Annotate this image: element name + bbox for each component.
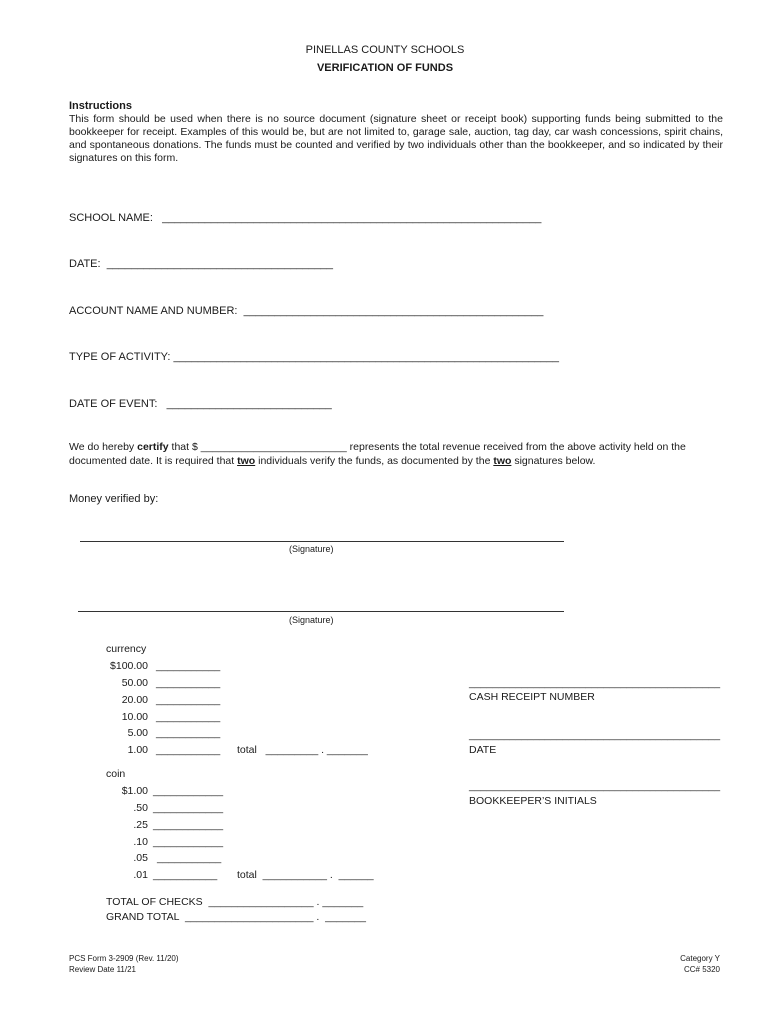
money-verified-label: Money verified by:: [69, 493, 159, 505]
coin-denom: .01: [133, 869, 148, 881]
coin-total-field[interactable]: total ___________ . ______: [237, 869, 374, 881]
certification-statement: We do hereby certify that $ _________________________ represents the total revenue received from the above activity held on the documented date. It is required that two individuals verify the funds, as documented by the two signatures below.: [69, 441, 686, 467]
currency-amount-blank[interactable]: ___________: [156, 727, 221, 739]
bookkeeper-initials-line[interactable]: ___________________________________________: [469, 780, 721, 792]
right-date-line[interactable]: ___________________________________________: [469, 729, 721, 741]
coin-denom: .25: [133, 819, 148, 831]
coin-denom: .10: [133, 836, 148, 848]
coin-denom: .05: [133, 852, 148, 864]
receipt-number-line[interactable]: ___________________________________________: [469, 677, 721, 689]
bookkeeper-initials-label: BOOKKEEPER’S INITIALS: [469, 795, 597, 807]
account-field[interactable]: ACCOUNT NAME AND NUMBER: _________________________________________________: [69, 305, 544, 317]
activity-type-field[interactable]: TYPE OF ACTIVITY: _______________________________________________________________: [69, 351, 559, 363]
coin-amount-blank[interactable]: ___________: [157, 852, 222, 864]
currency-denom: 5.00: [127, 727, 148, 739]
review-date: Review Date 11/21: [69, 965, 136, 974]
form-title: VERIFICATION OF FUNDS: [316, 62, 454, 74]
coin-amount-blank[interactable]: ____________: [153, 802, 224, 814]
coin-amount-blank[interactable]: ____________: [153, 836, 224, 848]
signature-line-2[interactable]: [78, 611, 564, 612]
right-date-label: DATE: [469, 744, 497, 756]
coin-denom: .50: [133, 802, 148, 814]
instructions-heading: Instructions: [69, 100, 132, 112]
currency-amount-blank[interactable]: ___________: [156, 744, 221, 756]
currency-denom: 20.00: [121, 694, 148, 706]
currency-amount-blank[interactable]: ___________: [156, 677, 221, 689]
form-number: PCS Form 3-2909 (Rev. 11/20): [69, 954, 179, 963]
currency-denom: 50.00: [121, 677, 148, 689]
coin-amount-blank[interactable]: ___________: [153, 869, 218, 881]
category-label: Category Y: [680, 954, 720, 963]
coin-amount-blank[interactable]: ____________: [153, 785, 224, 797]
currency-label: currency: [106, 643, 147, 655]
total-checks-field[interactable]: TOTAL OF CHECKS __________________ . _______: [106, 896, 364, 908]
grand-total-field[interactable]: GRAND TOTAL ______________________ . _______: [106, 911, 366, 923]
org-name: PINELLAS COUNTY SCHOOLS: [305, 44, 465, 56]
date-field[interactable]: DATE: _____________________________________: [69, 258, 334, 270]
instructions-text: This form should be used when there is no source document (signature sheet or receipt book) supporting funds being submitted to the bookkeeper for receipt. Examples of this would be, but are not limited to, garage sale, auction, tag day, car wash concessions, spirit chains, and spontaneous donations. The funds must be counted and verified by two individuals other than the bookkeeper, and so indicated by their signatures on this form.: [69, 113, 723, 164]
currency-denom: $100.00: [110, 660, 148, 672]
coin-denom: $1.00: [121, 785, 148, 797]
signature-line-1[interactable]: [80, 541, 564, 542]
currency-amount-blank[interactable]: ___________: [156, 660, 221, 672]
currency-amount-blank[interactable]: ___________: [156, 711, 221, 723]
currency-denom: 1.00: [127, 744, 148, 756]
currency-total-field[interactable]: total _________ . _______: [237, 744, 368, 756]
coin-label: coin: [106, 768, 126, 780]
coin-amount-blank[interactable]: ____________: [153, 819, 224, 831]
currency-amount-blank[interactable]: ___________: [156, 694, 221, 706]
school-name-field[interactable]: SCHOOL NAME: ______________________________________________________________: [69, 212, 542, 224]
cc-number: CC# 5320: [683, 965, 720, 974]
event-date-field[interactable]: DATE OF EVENT: ___________________________: [69, 398, 332, 410]
signature-caption-2: (Signature): [289, 615, 334, 625]
currency-denom: 10.00: [121, 711, 148, 723]
signature-caption-1: (Signature): [289, 544, 334, 554]
receipt-number-label: CASH RECEIPT NUMBER: [469, 691, 595, 703]
